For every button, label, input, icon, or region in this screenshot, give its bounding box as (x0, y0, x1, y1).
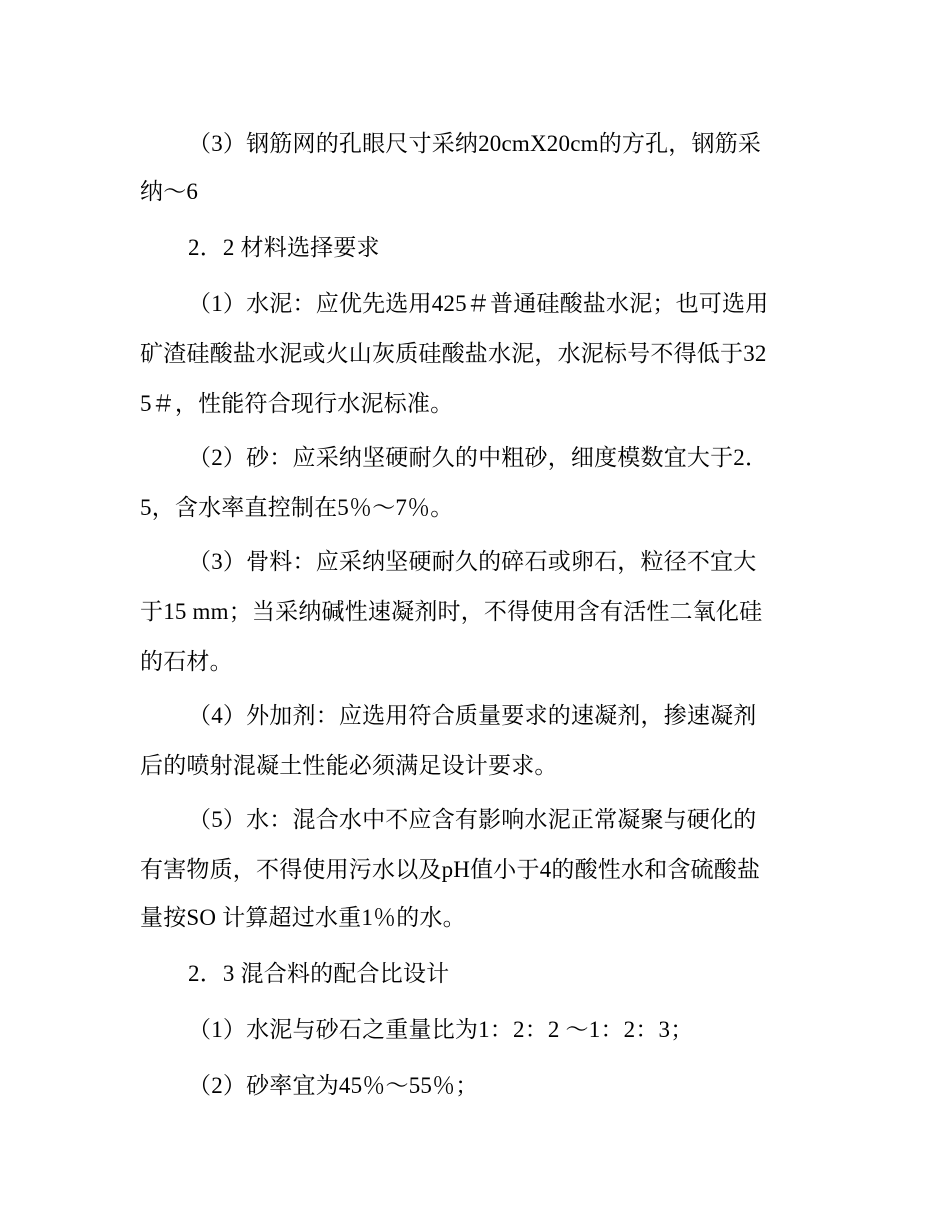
paragraph-line: 量按SO 计算超过水重1％的水。 (140, 905, 466, 930)
paragraph-line: （2）砂率宜为45％～55％； (188, 1073, 479, 1098)
paragraph-line: （3）钢筋网的孔眼尺寸采纳20cmX20cm的方孔，钢筋采 (188, 131, 762, 156)
paragraph-line: 矿渣硅酸盐水泥或火山灰质硅酸盐水泥，水泥标号不得低于32 (140, 341, 767, 366)
paragraph-line: （1）水泥与砂石之重量比为1：2：2 ～1：2：3； (188, 1017, 694, 1042)
paragraph-line: 纳～6 (140, 179, 199, 204)
paragraph-line: （4）外加剂：应选用符合质量要求的速凝剂，掺速凝剂 (188, 703, 757, 728)
paragraph-line: 于15 mm；当采纳碱性速凝剂时，不得使用含有活性二氧化硅 (140, 599, 763, 624)
paragraph-line: （5）水：混合水中不应含有影响水泥正常凝聚与硬化的 (188, 807, 757, 832)
paragraph-line: （2）砂：应采纳坚硬耐久的中粗砂，细度模数宜大于2． (188, 445, 769, 470)
section-heading: 2．3 混合料的配合比设计 (188, 961, 450, 986)
paragraph-line: 后的喷射混凝土性能必须满足设计要求。 (140, 753, 558, 778)
paragraph-line: 有害物质，不得使用污水以及pH值小于4的酸性水和含硫酸盐 (140, 857, 761, 882)
section-heading: 2．2 材料选择要求 (188, 235, 380, 260)
paragraph-line: 5＃，性能符合现行水泥标准。 (140, 391, 454, 416)
paragraph-line: （1）水泥：应优先选用425＃普通硅酸盐水泥；也可选用 (188, 291, 769, 316)
paragraph-line: 5，含水率直控制在5％～7％。 (140, 495, 454, 520)
paragraph-line: （3）骨料：应采纳坚硬耐久的碎石或卵石，粒径不宜大 (188, 549, 757, 574)
paragraph-line: 的石材。 (140, 649, 233, 674)
